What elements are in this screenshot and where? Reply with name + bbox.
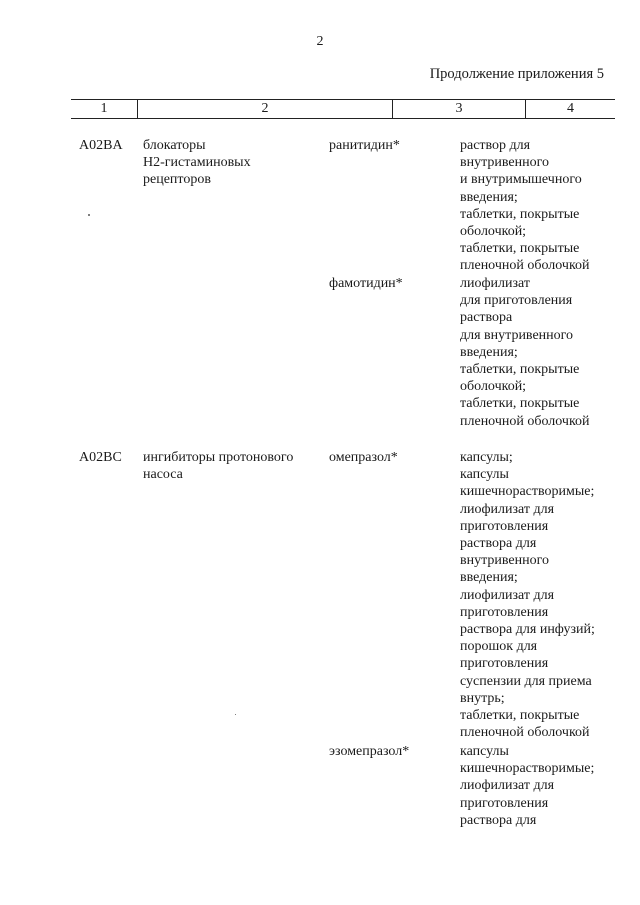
dosage-form-line: пленочной оболочкой bbox=[460, 725, 590, 741]
dosage-form-line: раствора bbox=[460, 310, 513, 326]
dosage-form-line: таблетки, покрытые bbox=[460, 396, 580, 412]
table-header bbox=[71, 99, 615, 119]
drug-name: фамотидин* bbox=[329, 276, 403, 291]
group-name-line: рецепторов bbox=[143, 172, 211, 188]
group-name-line: насоса bbox=[143, 467, 183, 483]
group-name bbox=[143, 137, 251, 189]
dosage-form-line: введения; bbox=[460, 344, 518, 360]
dosage-form-line: раствор для bbox=[460, 138, 531, 153]
dosage-form-line: пленочной оболочкой bbox=[460, 258, 590, 274]
drug-name: эзомепразол* bbox=[329, 744, 410, 759]
dosage-form-line: таблетки, покрытые bbox=[460, 708, 580, 724]
dosage-forms bbox=[460, 275, 590, 430]
atc-code: A02BC bbox=[79, 450, 122, 465]
group-name-line: ингибиторы протонового bbox=[143, 450, 294, 465]
dosage-form-line: внутривенного bbox=[460, 155, 550, 171]
dosage-form-line: суспензии для приема bbox=[460, 673, 592, 689]
dosage-form-line: лиофилизат bbox=[460, 276, 531, 291]
group-name-line: блокаторы bbox=[143, 138, 206, 153]
dosage-form-line: раствора для bbox=[460, 536, 537, 552]
dosage-form-line: для приготовления bbox=[460, 293, 573, 309]
dosage-form-line: порошок для bbox=[460, 639, 538, 655]
dosage-form-line: приготовления bbox=[460, 795, 549, 811]
dosage-form-line: приготовления bbox=[460, 656, 549, 672]
header-col-3: 3 bbox=[455, 101, 463, 116]
dosage-forms bbox=[460, 449, 595, 741]
dosage-form-line: таблетки, покрытые bbox=[460, 362, 580, 378]
group-name bbox=[143, 449, 293, 483]
header-col-1: 1 bbox=[100, 101, 108, 116]
dosage-form-line: раствора для bbox=[460, 812, 537, 828]
dosage-form-line: раствора для инфузий; bbox=[460, 622, 595, 638]
dosage-form-line: для внутривенного bbox=[460, 327, 574, 343]
header-col-4: 4 bbox=[567, 101, 574, 116]
dosage-form-line: кишечнорастворимые; bbox=[460, 484, 595, 500]
dosage-form-line: оболочкой; bbox=[460, 224, 527, 240]
dosage-form-line: капсулы bbox=[460, 467, 509, 483]
dosage-form-line: внутрь; bbox=[460, 690, 505, 706]
dosage-form-line: капсулы; bbox=[460, 450, 513, 465]
dosage-form-line: приготовления bbox=[460, 604, 549, 620]
scan-speck bbox=[235, 714, 236, 715]
dosage-form-line: лиофилизат для bbox=[460, 501, 555, 517]
dosage-forms bbox=[460, 137, 590, 275]
dosage-form-line: таблетки, покрытые bbox=[460, 241, 580, 257]
group-name-line: H2-гистаминовых bbox=[143, 155, 251, 171]
dosage-form-line: оболочкой; bbox=[460, 379, 527, 395]
dosage-form-line: внутривенного bbox=[460, 553, 550, 569]
dosage-form-line: кишечнорастворимые; bbox=[460, 761, 595, 777]
atc-code: A02BA bbox=[79, 138, 123, 153]
dosage-form-line: и внутримышечного bbox=[460, 172, 582, 188]
dosage-form-line: введения; bbox=[460, 189, 518, 205]
dosage-form-line: лиофилизат для bbox=[460, 587, 555, 603]
dosage-form-line: капсулы bbox=[460, 744, 509, 759]
page-number: 2 bbox=[316, 34, 324, 49]
dosage-form-line: приготовления bbox=[460, 518, 549, 534]
scan-speck bbox=[88, 214, 90, 216]
dosage-form-line: лиофилизат для bbox=[460, 778, 555, 794]
dosage-form-line: таблетки, покрытые bbox=[460, 206, 580, 222]
dosage-form-line: пленочной оболочкой bbox=[460, 413, 590, 429]
drug-name: омепразол* bbox=[329, 450, 398, 465]
header-col-2: 2 bbox=[261, 101, 269, 116]
drug-name: ранитидин* bbox=[329, 138, 400, 153]
continuation-label: Продолжение приложения 5 bbox=[429, 66, 604, 82]
dosage-forms bbox=[460, 743, 594, 829]
dosage-form-line: введения; bbox=[460, 570, 518, 586]
